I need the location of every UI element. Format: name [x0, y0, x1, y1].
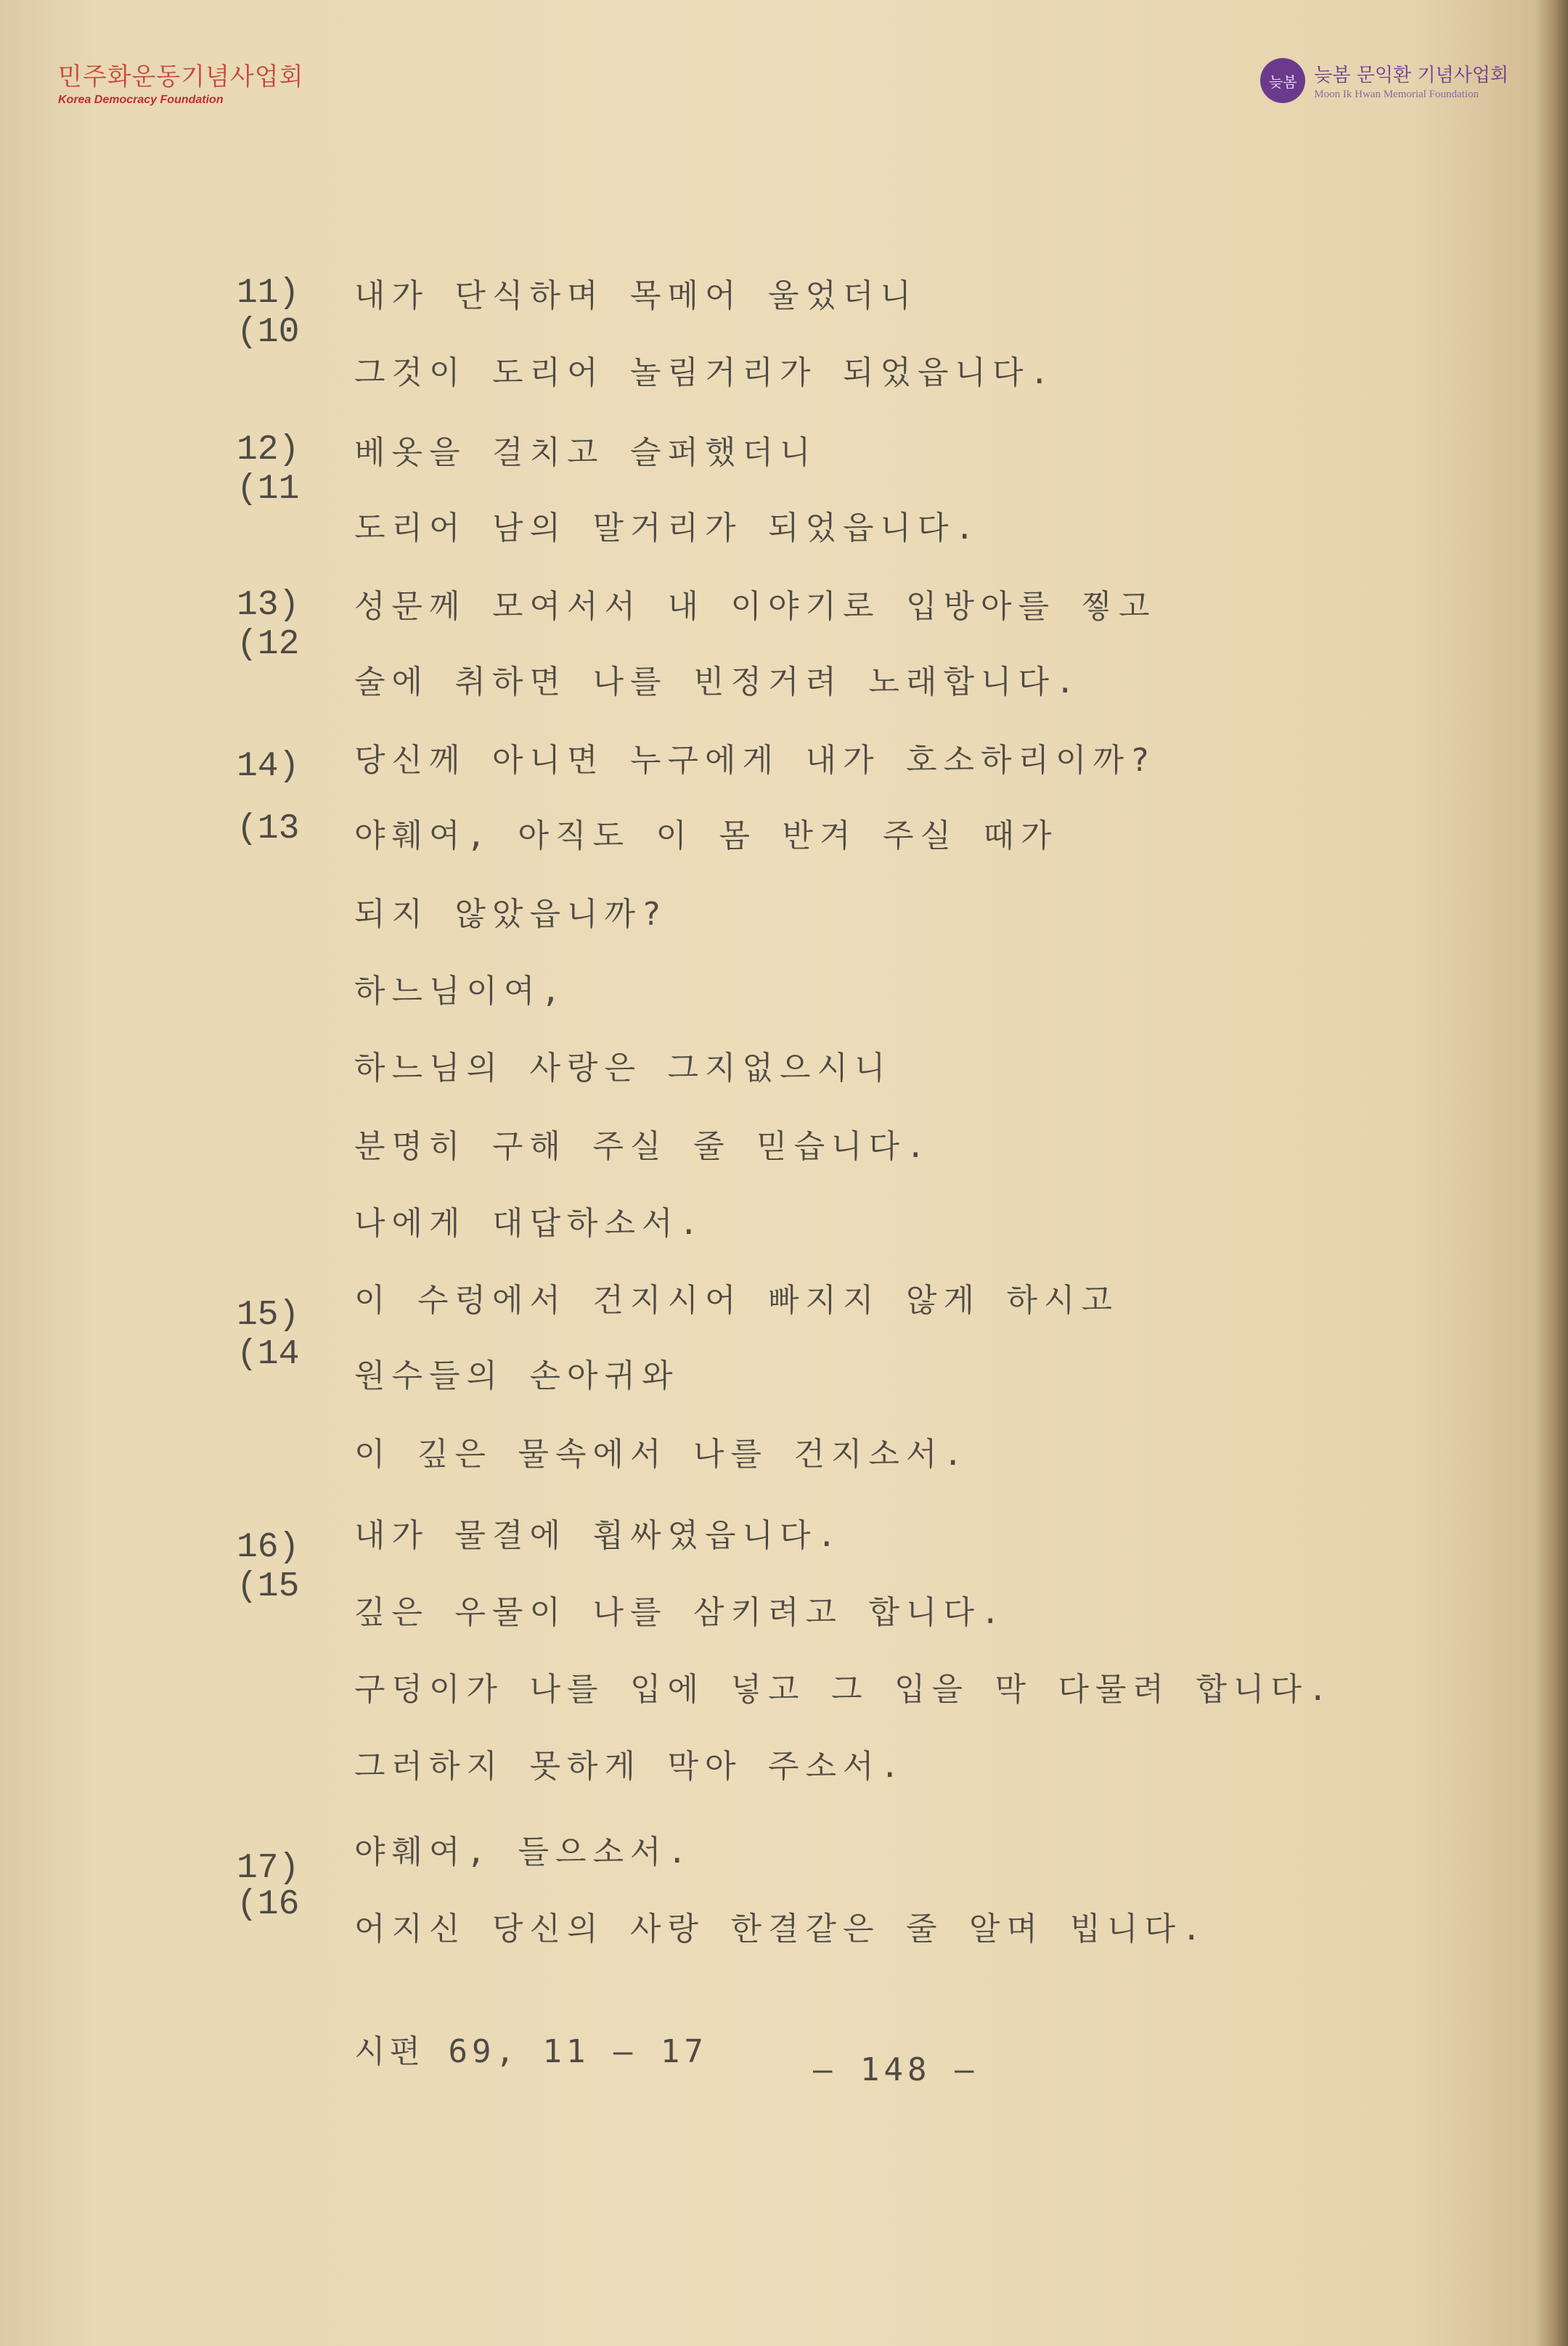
verse-number-old: (14	[237, 1335, 300, 1374]
mihmf-logo-korean: 늦봄 문익환 기념사업회	[1314, 65, 1508, 86]
verse-number-old: (12	[237, 625, 300, 664]
page-number: — 148 —	[813, 2051, 979, 2088]
verse-line: 그러하지 못하게 막아 주소서.	[354, 1748, 907, 1785]
verse-line: 분명히 구해 주실 줄 믿습니다.	[354, 1128, 932, 1165]
verse-number-old: (11	[237, 470, 300, 509]
kdf-logo-korean: 민주화운동기념사업회	[58, 62, 304, 91]
verse-line: 깊은 우물이 나를 삼키려고 합니다.	[354, 1594, 1007, 1631]
verse-line: 도리어 남의 말거리가 되었읍니다.	[354, 510, 981, 547]
verse-number: 17)	[237, 1849, 300, 1888]
verse-line: 이 수렁에서 건지시어 빠지지 않게 하시고	[354, 1282, 1119, 1319]
seal-text: 늦봄	[1268, 73, 1297, 91]
verse-line: 당신께 아니면 누구에게 내가 호소하리이까?	[354, 742, 1156, 779]
verse-line: 성문께 모여서서 내 이야기로 입방아를 찧고	[354, 588, 1156, 625]
verse-line: 하느님이여,	[354, 973, 568, 1010]
verse-line: 되지 않았읍니까?	[354, 896, 668, 933]
verse-line: 내가 물결에 휩싸였읍니다.	[354, 1517, 844, 1554]
verse-number: 14)	[237, 747, 300, 786]
verse-number-old: (13	[237, 809, 300, 849]
verse-number-old: (10	[237, 313, 300, 352]
verse-number-old: (16	[237, 1885, 300, 1924]
verse-line: 그것이 도리어 놀림거리가 되었읍니다.	[354, 354, 1056, 391]
verse-number: 16)	[237, 1528, 300, 1567]
verse-line: 이 깊은 물속에서 나를 건지소서.	[354, 1436, 970, 1473]
verse-line: 내가 단식하며 목메어 울었더니	[354, 277, 918, 314]
verse-number: 12)	[237, 430, 300, 470]
kdf-logo-english: Korea Democracy Foundation	[58, 94, 224, 106]
verse-number: 11)	[237, 274, 300, 313]
verse-line: 야훼여, 아직도 이 몸 반겨 주실 때가	[354, 817, 1058, 854]
verse-line: 야훼여, 들으소서.	[354, 1834, 693, 1871]
verse-line: 원수들의 손아귀와	[354, 1357, 679, 1394]
verse-number-old: (15	[237, 1567, 300, 1606]
verse-line: 나에게 대답하소서.	[354, 1205, 706, 1242]
verse-line: 베옷을 걸치고 슬퍼했더니	[354, 434, 817, 471]
verse-number: 15)	[237, 1296, 300, 1335]
verse-line: 술에 취하면 나를 빈정거려 노래합니다.	[354, 663, 1082, 700]
scripture-citation: 시편 69, 11 — 17	[354, 2033, 708, 2070]
mihmf-logo-english: Moon Ik Hwan Memorial Foundation	[1314, 89, 1479, 100]
verse-line: 어지신 당신의 사랑 한결같은 줄 알며 빕니다.	[354, 1910, 1208, 1947]
verse-line: 하느님의 사랑은 그지없으시니	[354, 1050, 892, 1087]
verse-number: 13)	[237, 586, 300, 625]
verse-line: 구덩이가 나를 입에 넣고 그 입을 막 다물려 합니다.	[354, 1671, 1334, 1708]
